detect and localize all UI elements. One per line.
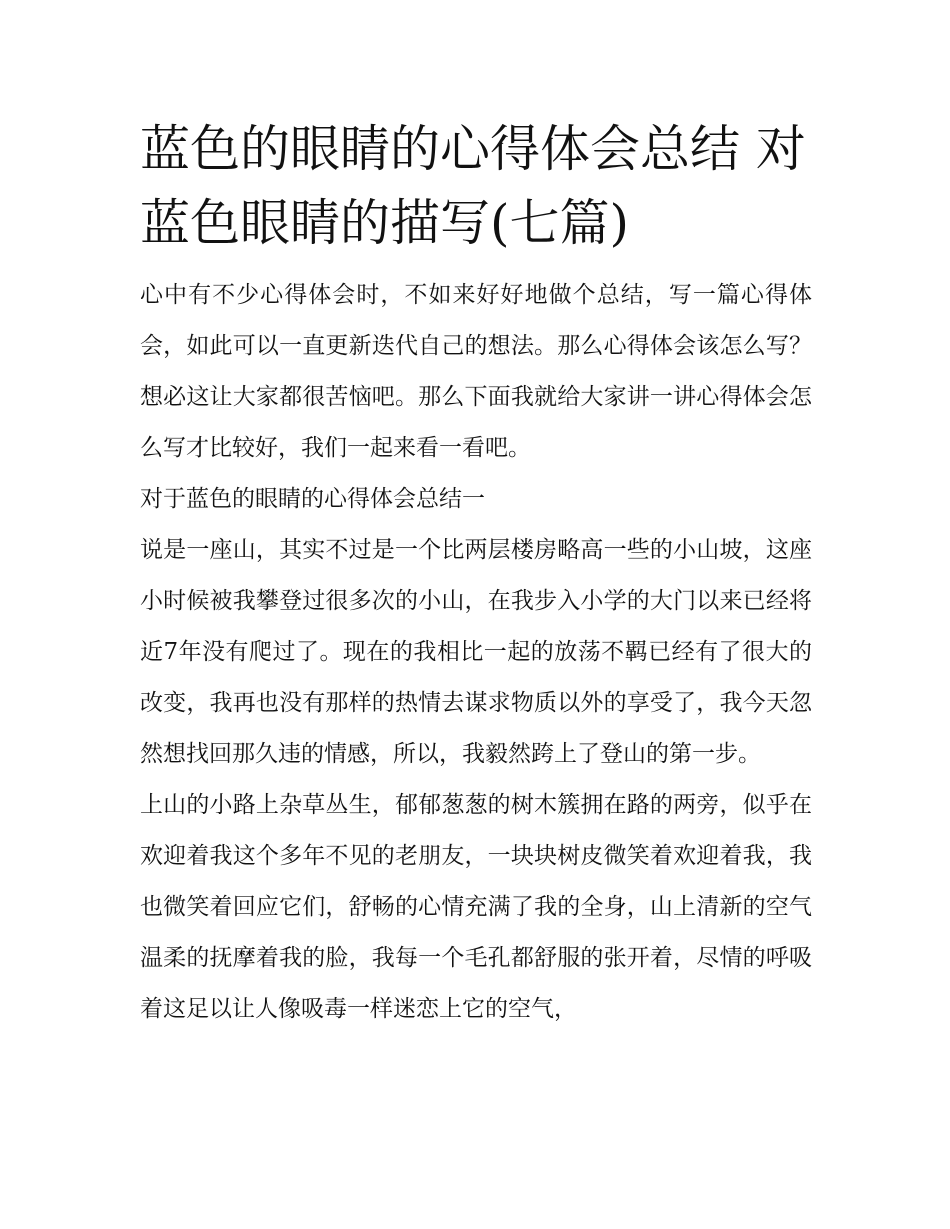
body-paragraph: 上山的小路上杂草丛生，郁郁葱葱的树木簇拥在路的两旁，似乎在欢迎着我这个多年不见的老朋友，一块块树皮微笑着欢迎着我，我也微笑着回应它们，舒畅的心情充满了我的全身，山上清新的空气温柔的抚摩着我的脸，我每一个毛孔都舒服的张开着，尽情的呼吸着这足以让人像吸毒一样迷恋上它的空气， bbox=[140, 792, 812, 1022]
document-title: 蓝色的眼睛的心得体会总结 对蓝色眼睛的描写(七篇) bbox=[140, 120, 806, 252]
section-heading: 对于蓝色的眼睛的心得体会总结一 bbox=[140, 486, 485, 512]
intro-paragraph: 心中有不少心得体会时，不如来好好地做个总结，写一篇心得体会，如此可以一直更新迭代自己的想法。那么心得体会该怎么写？想必这让大家都很苦恼吧。那么下面我就给大家讲一讲心得体会怎么写才比较好，我们一起来看一看吧。 bbox=[140, 282, 812, 461]
document-page bbox=[140, 112, 812, 1035]
body-paragraph: 说是一座山，其实不过是一个比两层楼房略高一些的小山坡，这座小时候被我攀登过很多次的小山，在我步入小学的大门以来已经将近7年没有爬过了。现在的我相比一起的放荡不羁已经有了很大的改变，我再也没有那样的热情去谋求物质以外的享受了，我今天忽然想找回那久违的情感，所以，我毅然跨上了登山的第一步。 bbox=[140, 537, 812, 767]
